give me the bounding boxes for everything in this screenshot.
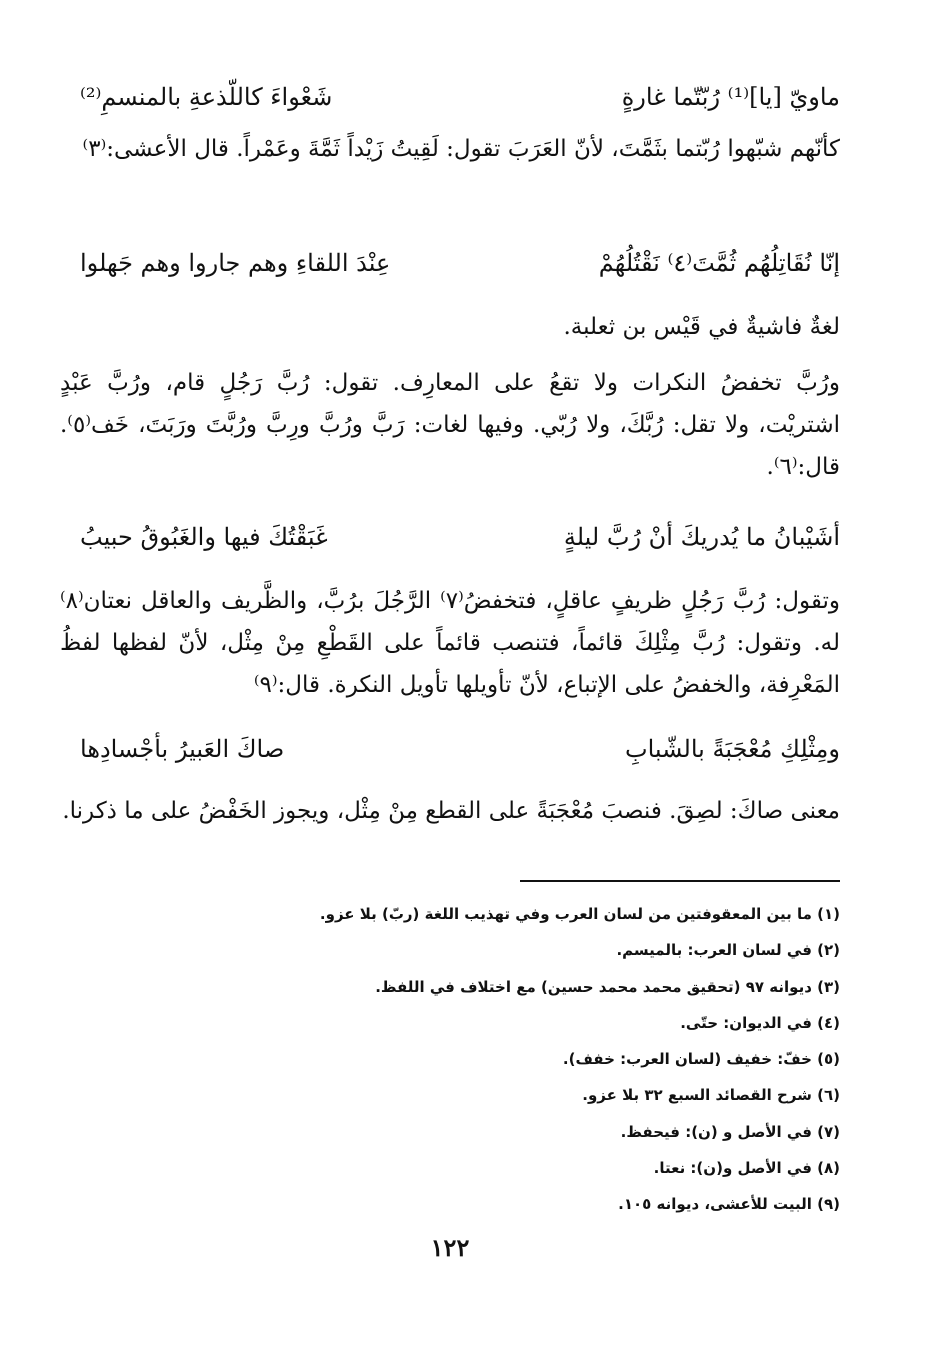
verse-1-first-hemistich: ماويّ [يا]⁽¹⁾ رُبّتّما غارةٍ [621,83,840,111]
footnote-5: (٥) خفّ: خفيف (لسان العرب: خفف). [562,1050,840,1069]
footnote-1: (١) ما بين المعقوفتين من لسان العرب وفي تهذيب اللغة (ربّ) بلا عزو. [319,905,840,923]
verse-4 [80,732,840,766]
footnotes [60,896,840,1223]
verse-2-first-hemistich: إنّا نُقَاتِلُهُم ثُمَّتَ⁽٤⁾ نَقْتُلُهُمْ [598,249,840,277]
paragraph-5: معنى صاكَ: لصِقَ. فنصبَ مُعْجَبَةً على القطع مِنْ مِثْل، ويجوز الخَفْضُ على ما ذكرنا. [62,798,840,824]
page-number: ١٢٢ [430,1233,470,1262]
verse-1-second-hemistich: شَعْواءَ كاللّذعةِ بالمنسمِ⁽²⁾ [80,83,333,111]
footnote-4: (٤) في الديوان: حتّى. [680,1013,840,1032]
verse-2-second-hemistich: عِنْدَ اللقاءِ وهم جاروا وهم جَهلوا [80,249,391,277]
footnote-3: (٣) ديوانه ٩٧ (تحقيق محمد محمد حسين) مع اختلاف في اللفظ. [375,977,840,996]
verse-4-second-hemistich: صاكَ العَبيرُ بأجْسادِها [80,735,285,763]
paragraph-1: كأنّهم شبّهوا رُبّتما بثَمَّتَ، لأنّ العَرَبَ تقول: لَقِيتُ زَيْداً ثَمَّةَ وعَمْراً. قال الأعشى:⁽٣⁾ [82,136,840,162]
footnote-6: (٦) شرح القصائد السبع ٣٢ بلا عزو. [582,1086,840,1105]
verse-3-second-hemistich: غَبَقْتُكَ فيها والغَبُوقُ حبيبُ [80,523,328,551]
verse-1 [80,80,840,114]
footnote-2: (٢) في لسان العرب: بالميسم. [616,941,840,960]
footnote-7: (٧) في الأصل و (ن): فيحفظ. [620,1122,840,1141]
paragraph-3: ورُبَّ تخفضُ النكرات ولا تقعُ على المعارِف. تقول: رُبَّ رَجُلٍ قام، ورُبَّ عَبْدٍ اشتريْت، ولا تقل: رُبَّكَ، ولا رُبّي. وفيها لغات: رَبَّ ورُبَّ ورِبَّ ورُبَّتَ ورَبَتَ، خَف⁽٥⁾. قال:⁽٦⁾. [60,370,840,480]
paragraph-4: وتقول: رُبَّ رَجُلٍ ظريفٍ عاقلٍ، فتخفضُ⁽٧⁾ الرَّجُلَ برُبَّ، والظَّريف والعاقل نعتان⁽٨⁾ له. وتقول: رُبَّ مِثْلِكَ قائماً، فتنصب قائماً على القَطْعِ مِنْ مِثْل، لأنّ لفظها لفظُ المَعْرِفة، والخفضُ على الإتباع، لأنّ تأويلها تأويل النكرة. قال:⁽٩⁾ [60,588,840,698]
paragraph-2: لغةٌ فاشيةٌ في قَيْس بن ثعلبة. [563,314,840,340]
footnote-separator [520,880,840,882]
footnote-8: (٨) في الأصل و(ن): نعتا. [653,1159,840,1178]
verse-4-first-hemistich: ومِثْلِكِ مُعْجَبَةً بالشّبابِ [624,735,840,763]
verse-2 [80,246,840,280]
verse-3-first-hemistich: أشَيْبانُ ما يُدريكَ أنْ رُبَّ ليلةٍ [563,523,840,551]
verse-3 [80,520,840,554]
footnote-9: (٩) البيت للأعشى، ديوانه ١٠٥. [618,1195,840,1214]
